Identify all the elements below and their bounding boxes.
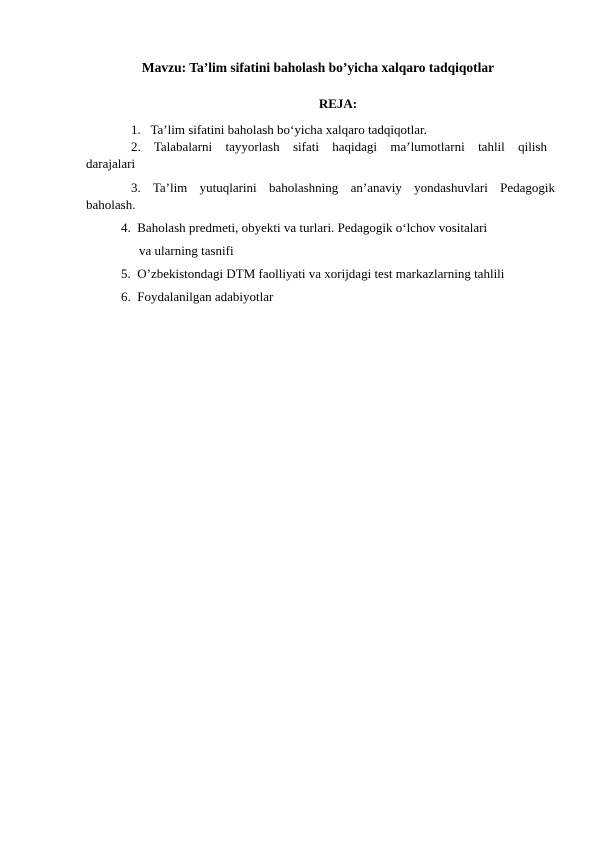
item-text: O’zbekistondagi DTM faolliyati va xorijdagi test markazlarning tahlili [137, 266, 505, 281]
list-item [121, 266, 504, 282]
item-number: 3. [131, 180, 141, 195]
plan-heading: REJA: [318, 96, 358, 111]
item-number: 6. [121, 289, 131, 304]
list-item [131, 180, 555, 196]
list-item-continuation: va ularning tasnifi [139, 243, 234, 258]
list-item-continuation: darajalari [86, 156, 136, 171]
document-title: Mavzu: Ta’lim sifatini baholash bo’yicha xalqaro tadqiqotlar [141, 60, 495, 75]
item-text: Foydalanilgan adabiyotlar [137, 289, 274, 304]
item-number: 5. [121, 266, 131, 281]
item-number: 4. [121, 220, 131, 235]
item-number: 1. [131, 122, 141, 137]
item-text: Ta’lim sifatini baholash bo‘yicha xalqaro tadqiqotlar. [150, 122, 427, 137]
list-item-continuation: baholash. [86, 197, 136, 212]
list-item [121, 220, 487, 236]
item-text: Baholash predmeti, obyekti va turlari. Pedagogik o‘lchov vositalari [137, 220, 488, 235]
item-text: Ta’lim yutuqlarini baholashning an’anaviy yondashuvlari Pedagogik [152, 180, 555, 195]
list-item [131, 122, 427, 138]
list-item [131, 139, 547, 155]
list-item [121, 289, 273, 305]
item-text: Talabalarni tayyorlash sifati haqidagi ma’lumotlarni tahlil qilish [153, 139, 548, 154]
item-number: 2. [131, 139, 141, 154]
